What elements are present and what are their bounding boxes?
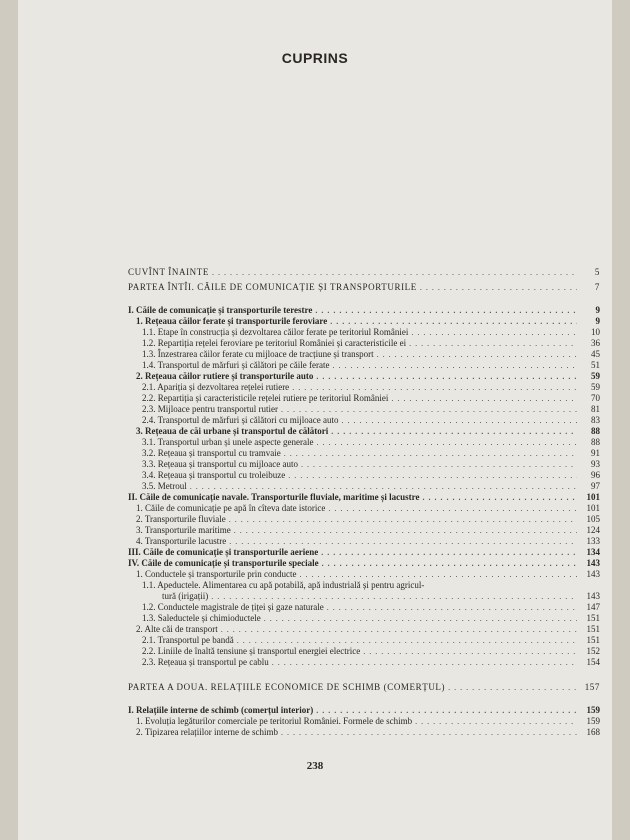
toc-entry-title: 1.2. Conductele magistrale de țiței și gaze naturale [142,602,324,612]
toc-entry-page: 9 [595,305,600,315]
toc-entry [128,371,600,382]
toc-entry-page: 10 [591,327,600,337]
toc-entry [128,437,600,448]
toc-entry-title: 2. Tipizarea relațiilor interne de schimb [136,727,278,737]
dot-leader [299,569,577,580]
toc-entry-page: 143 [586,558,600,568]
toc-entry-title: 2.4. Transportul de mărfuri și călători cu mijloace auto [142,415,339,425]
toc-entry-page: 45 [591,349,600,359]
toc-entry [128,349,600,360]
toc-entry [128,360,600,371]
toc-entry-title: 3.2. Rețeaua și transportul cu tramvaie [142,448,281,458]
dot-leader [272,657,577,668]
toc-entry-title: 1. Rețeaua căilor ferate și transporturile feroviare [136,316,328,326]
dot-leader [316,705,577,716]
dot-leader [422,492,577,503]
toc-entry-title: 2.2. Repartiția și caracteristicile rețelei rutiere pe teritoriul României [142,393,389,403]
toc-entry-title: IV. Căile de comunicație și transporturile speciale [128,558,319,568]
toc-entry-title: 2.1. Apariția și dezvoltarea rețelei rutiere [142,382,290,392]
dot-leader [288,470,577,481]
toc-entry-title: I. Căile de comunicație și transporturile terestre [128,305,313,315]
toc-entry-page: 93 [591,459,600,469]
toc-entry-title: 1. Evoluția legăturilor comerciale pe teritoriul României. Formele de schimb [136,716,413,726]
dot-leader [327,602,577,613]
toc-entry [128,393,600,404]
dot-leader [409,338,577,349]
dot-leader [331,426,577,437]
toc-entry [128,591,600,602]
dot-leader [281,727,577,738]
toc-entry [128,705,600,716]
toc-entry-title: 1.2. Repartiția rețelei feroviare pe teritoriul României și caracteristicile ei [142,338,407,348]
page-title: CUPRINS [281,50,349,66]
toc-entry-title: 2. Rețeaua căilor rutiere și transporturile auto [136,371,314,381]
toc-entry-page: 101 [586,503,600,513]
toc-entry-page: 151 [586,624,600,634]
dot-leader [332,360,577,371]
toc-entry [128,316,600,327]
toc-entry [128,525,600,536]
dot-leader [322,558,577,569]
toc-entry-title: 1. Căile de comunicație pe apă în cîteva date istorice [136,503,326,513]
toc-entry-title: 1. Conductele și transporturile prin conducte [136,569,297,579]
toc-entry [128,426,600,437]
toc-entry-title: II. Căile de comunicație navale. Transporturile fluviale, maritime și lacustre [128,492,420,502]
toc-entry [128,682,600,693]
dot-leader [229,514,577,525]
toc-entry-page: 88 [591,437,600,447]
dot-leader [284,448,577,459]
toc-entry-title: CUVÎNT ÎNAINTE [128,267,209,277]
toc-entry-title: 1.1. Etape în construcția și dezvoltarea căilor ferate pe teritoriul României [142,327,409,337]
dot-leader [316,437,577,448]
toc-entry [128,267,600,278]
toc-entry-title: I. Relațiile interne de schimb (comerțul interior) [128,705,314,715]
toc-entry-page: 83 [591,415,600,425]
toc-entry-page: 168 [586,727,600,737]
toc-entry-page: 88 [591,426,600,436]
dot-leader [221,624,577,635]
toc-entry [128,282,600,293]
dot-leader [411,327,577,338]
toc-entry-page: 81 [591,404,600,414]
toc-entry-page: 105 [586,514,600,524]
toc-entry-title: 4. Transporturile lacustre [136,536,227,546]
dot-leader [420,282,577,293]
toc-entry-page: 143 [586,569,600,579]
toc-entry [128,404,600,415]
dot-leader [229,536,577,547]
toc-entry [128,547,600,558]
dot-leader [415,716,577,727]
dot-leader [341,415,577,426]
toc-entry [128,514,600,525]
toc-entry-title: 3. Transporturile maritime [136,525,231,535]
dot-leader [377,349,577,360]
dot-leader [328,503,577,514]
dot-leader [264,613,577,624]
dot-leader [315,305,577,316]
toc-entry [128,338,600,349]
toc-entry [128,569,600,580]
toc-entry-title: 2.3. Mijloace pentru transportul rutier [142,404,278,414]
toc-entry [128,448,600,459]
toc-entry-page: 159 [586,705,600,715]
toc-entry [128,727,600,738]
toc-entry-page: 9 [595,316,600,326]
toc-entry-page: 134 [586,547,600,557]
toc-entry-title: 1.4. Transportul de mărfuri și călători pe căile ferate [142,360,330,370]
toc-entry-page: 96 [591,470,600,480]
toc-entry [128,613,600,624]
toc-entry [128,536,600,547]
toc-entry-page: 143 [586,591,600,601]
dot-leader [234,525,577,536]
toc-entry-page: 7 [594,282,600,292]
toc-entry-page: 147 [586,602,600,612]
dot-leader [211,591,577,602]
dot-leader [321,547,577,558]
toc-entry [128,305,600,316]
dot-leader [330,316,577,327]
toc-entry-title: 2. Alte căi de transport [136,624,218,634]
toc-entry [128,382,600,393]
toc-entry-title: tură (irigații) [162,591,209,601]
toc-entry-page: 101 [586,492,600,502]
toc-entry [128,492,600,503]
toc-entry-title: 3.3. Rețeaua și transportul cu mijloace auto [142,459,298,469]
toc-entry-page: 124 [586,525,600,535]
toc-entry-title: 2.2. Liniile de înaltă tensiune și transportul energiei electrice [142,646,361,656]
toc-entry-title: III. Căile de comunicație și transporturile aeriene [128,547,319,557]
dot-leader [212,267,577,278]
toc-entry-title: PARTEA A DOUA. RELAȚIILE ECONOMICE DE SCHIMB (COMERȚUL) [128,682,446,692]
toc-entry [128,415,600,426]
dot-leader [292,382,577,393]
toc-entry-title: 3.1. Transportul urban și unele aspecte generale [142,437,314,447]
toc-entry-title: 2. Transporturile fluviale [136,514,226,524]
toc-entry-page: 152 [586,646,600,656]
toc-entry [128,602,600,613]
toc-entry [128,470,600,481]
toc-entry-page: 59 [591,382,600,392]
toc-entry [128,327,600,338]
toc-entry-title: 3.5. Metroul [142,481,187,491]
toc-entry-page: 133 [586,536,600,546]
toc-entry [128,481,600,492]
toc-entry-page: 5 [594,267,600,277]
toc-entry-page: 97 [591,481,600,491]
dot-leader [363,646,577,657]
toc-entry-title: 3.4. Rețeaua și transportul cu troleibuze [142,470,286,480]
toc-entry-title: 1.3. Înzestrarea căilor ferate cu mijloace de tracțiune și transport [142,349,374,359]
toc-entry [128,558,600,569]
toc-entry [128,657,600,668]
toc-entry-page: 151 [586,635,600,645]
toc-entry [128,646,600,657]
dot-leader [301,459,577,470]
toc-entry [128,716,600,727]
page-number: 238 [306,760,324,772]
toc-entry-title: 3. Rețeaua de căi urbane și transportul de călători [136,426,329,436]
toc-entry [128,459,600,470]
dot-leader [281,404,577,415]
dot-leader [190,481,577,492]
toc-entry-title: 2.3. Rețeaua și transportul pe cablu [142,657,269,667]
toc-entry-page: 159 [586,716,600,726]
toc-entry-page: 91 [591,448,600,458]
toc-entry-title: 2.1. Transportul pe bandă [142,635,234,645]
toc-entry [128,624,600,635]
dot-leader [391,393,577,404]
toc-entry-page: 51 [591,360,600,370]
toc-entry-title: 1.3. Saleductele și chimioductele [142,613,261,623]
toc-entry-page: 157 [584,682,600,692]
toc-entry-line: 1.1. Apeductele. Alimentarea cu apă potabilă, apă industrială și pentru agricul- [142,580,425,590]
toc-entry-page: 151 [586,613,600,623]
toc-entry [128,635,600,646]
dot-leader [316,371,577,382]
toc-entry-page: 59 [591,371,600,381]
dot-leader [448,682,577,693]
toc-entry-page: 70 [591,393,600,403]
toc-entry [128,503,600,514]
toc-entry-page: 36 [591,338,600,348]
toc-entry-title: PARTEA ÎNTÎI. CĂILE DE COMUNICAȚIE ȘI TRANSPORTURILE [128,282,417,292]
dot-leader [237,635,577,646]
toc-entry-page: 154 [586,657,600,667]
